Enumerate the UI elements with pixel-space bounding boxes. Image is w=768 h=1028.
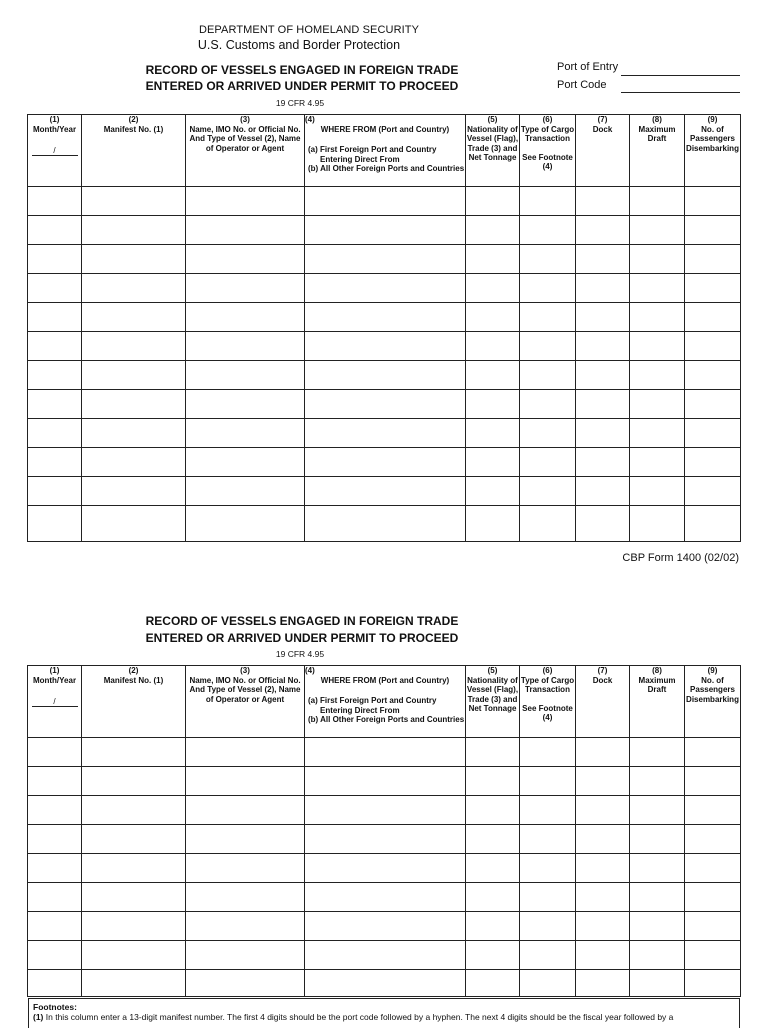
table-row — [28, 390, 741, 419]
cell-max-draft[interactable] — [630, 419, 685, 448]
cell-cargo-type[interactable] — [520, 332, 576, 361]
cargo-type-lbl: Type of Cargo Transaction — [520, 124, 575, 143]
cell-manifest-no[interactable] — [82, 303, 186, 332]
cell-dock[interactable] — [576, 216, 630, 245]
cell-passengers[interactable] — [685, 506, 741, 542]
month-year-num: (1) — [49, 115, 60, 124]
cell-dock[interactable] — [576, 767, 630, 796]
cell-dock[interactable] — [576, 361, 630, 390]
cell-manifest-no[interactable] — [82, 912, 186, 941]
cell-passengers[interactable] — [685, 303, 741, 332]
cell-manifest-no[interactable] — [82, 796, 186, 825]
cell-passengers[interactable] — [685, 738, 741, 767]
where-from-opt2: Entering Direct From — [320, 154, 400, 164]
col-header-dock — [576, 666, 630, 738]
where-from-opt: (a) First Foreign Port and Country — [308, 696, 437, 705]
port-of-entry-label: Port of Entry — [557, 61, 619, 73]
cell-month-year[interactable] — [28, 274, 82, 303]
table-row — [28, 216, 741, 245]
cell-cargo-type[interactable] — [520, 477, 576, 506]
cell-max-draft[interactable] — [630, 970, 685, 997]
cell-where-from[interactable] — [305, 216, 466, 245]
col-header-max-draft — [630, 666, 685, 738]
cell-manifest-no[interactable] — [82, 245, 186, 274]
cell-manifest-no[interactable] — [82, 332, 186, 361]
cell-month-year[interactable] — [28, 738, 82, 767]
col-header-max-draft — [630, 115, 685, 187]
dock-lbl: Dock — [592, 675, 613, 685]
cell-vessel-name[interactable] — [186, 448, 305, 477]
cell-cargo-type[interactable] — [520, 825, 576, 854]
cell-where-from[interactable] — [305, 332, 466, 361]
cell-max-draft[interactable] — [630, 216, 685, 245]
cell-dock[interactable] — [576, 912, 630, 941]
cell-cargo-type[interactable] — [520, 912, 576, 941]
cell-passengers[interactable] — [685, 245, 741, 274]
department-name: DEPARTMENT OF HOMELAND SECURITY — [198, 24, 420, 36]
vessel-name-num: (3) — [240, 115, 250, 124]
cell-nationality[interactable] — [466, 825, 520, 854]
cell-where-from[interactable] — [305, 448, 466, 477]
month-year-my-line: / — [32, 697, 78, 707]
footnote-text: In this column enter a 13-digit manifest number. The first 4 digits should be the port code followed by a hyphen. The next 4 digits should be the fiscal year followed by a — [45, 1012, 674, 1022]
cell-manifest-no[interactable] — [82, 506, 186, 542]
cell-cargo-type[interactable] — [520, 419, 576, 448]
cell-nationality[interactable] — [466, 854, 520, 883]
col-header-dock — [576, 115, 630, 187]
cell-where-from[interactable] — [305, 796, 466, 825]
table-row — [28, 854, 741, 883]
cell-manifest-no[interactable] — [82, 419, 186, 448]
cell-vessel-name[interactable] — [186, 187, 305, 216]
cell-manifest-no[interactable] — [82, 941, 186, 970]
cell-manifest-no[interactable] — [82, 274, 186, 303]
cell-nationality[interactable] — [466, 361, 520, 390]
where-from-num: (4) — [305, 666, 315, 675]
cell-cargo-type[interactable] — [520, 941, 576, 970]
cell-passengers[interactable] — [685, 477, 741, 506]
cell-manifest-no[interactable] — [82, 361, 186, 390]
form-title-line1: RECORD OF VESSELS ENGAGED IN FOREIGN TRADE — [145, 614, 459, 628]
cell-max-draft[interactable] — [630, 796, 685, 825]
cell-month-year[interactable] — [28, 303, 82, 332]
cell-manifest-no[interactable] — [82, 216, 186, 245]
cell-cargo-type[interactable] — [520, 738, 576, 767]
cell-max-draft[interactable] — [630, 738, 685, 767]
cell-nationality[interactable] — [466, 912, 520, 941]
cell-max-draft[interactable] — [630, 332, 685, 361]
col-header-cargo-type — [520, 666, 576, 738]
form-title-line1: RECORD OF VESSELS ENGAGED IN FOREIGN TRADE — [145, 63, 459, 77]
dock-num: (7) — [597, 115, 608, 124]
col-header-where-from — [305, 666, 466, 738]
table-row — [28, 825, 741, 854]
cell-passengers[interactable] — [685, 390, 741, 419]
col-header-nationality — [466, 115, 520, 187]
nationality-lbl: Nationality of Vessel (Flag), Trade (3) and Net Tonnage — [466, 124, 519, 162]
cell-month-year[interactable] — [28, 941, 82, 970]
cell-cargo-type[interactable] — [520, 767, 576, 796]
passengers-num: (9) — [707, 666, 718, 675]
cell-month-year[interactable] — [28, 216, 82, 245]
cell-dock[interactable] — [576, 448, 630, 477]
cell-passengers[interactable] — [685, 883, 741, 912]
cell-where-from[interactable] — [305, 738, 466, 767]
table-row — [28, 448, 741, 477]
table-row — [28, 274, 741, 303]
cell-manifest-no[interactable] — [82, 390, 186, 419]
regulation-ref: 19 CFR 4.95 — [275, 649, 325, 659]
cell-vessel-name[interactable] — [186, 912, 305, 941]
month-year-my-line: / — [32, 146, 78, 156]
cell-dock[interactable] — [576, 187, 630, 216]
cell-passengers[interactable] — [685, 332, 741, 361]
col-header-where-from — [305, 115, 466, 187]
cell-nationality[interactable] — [466, 216, 520, 245]
table-row — [28, 187, 741, 216]
form-title-line2: ENTERED OR ARRIVED UNDER PERMIT TO PROCEED — [145, 79, 459, 93]
col-header-cargo-type — [520, 115, 576, 187]
cell-where-from[interactable] — [305, 941, 466, 970]
cell-nationality[interactable] — [466, 419, 520, 448]
cargo-type-num: (6) — [542, 666, 553, 675]
cell-manifest-no[interactable] — [82, 854, 186, 883]
where-from-opt: (b) All Other Foreign Ports and Countries — [308, 164, 465, 173]
where-from-hd: WHERE FROM (Port and Country) — [320, 675, 450, 685]
footnotes-heading: Footnotes: — [33, 1002, 77, 1012]
cell-manifest-no[interactable] — [82, 883, 186, 912]
where-from-opt: (b) All Other Foreign Ports and Countries — [308, 715, 465, 724]
form-title-line2: ENTERED OR ARRIVED UNDER PERMIT TO PROCEED — [145, 631, 459, 645]
cell-max-draft[interactable] — [630, 274, 685, 303]
col-header-manifest-no — [82, 115, 186, 187]
where-from-num: (4) — [305, 115, 315, 124]
cell-nationality[interactable] — [466, 970, 520, 997]
col-header-month-year — [28, 666, 82, 738]
cell-max-draft[interactable] — [630, 767, 685, 796]
cell-max-draft[interactable] — [630, 187, 685, 216]
manifest-no-num: (2) — [128, 115, 139, 124]
cell-nationality[interactable] — [466, 941, 520, 970]
cell-cargo-type[interactable] — [520, 506, 576, 542]
cell-max-draft[interactable] — [630, 477, 685, 506]
cell-cargo-type[interactable] — [520, 187, 576, 216]
cell-where-from[interactable] — [305, 390, 466, 419]
cell-manifest-no[interactable] — [82, 448, 186, 477]
max-draft-lbl: Maximum Draft — [638, 124, 676, 143]
manifest-no-num: (2) — [128, 666, 139, 675]
cell-cargo-type[interactable] — [520, 216, 576, 245]
table-header-row — [28, 666, 741, 738]
cell-nationality[interactable] — [466, 738, 520, 767]
cell-cargo-type[interactable] — [520, 970, 576, 997]
manifest-no-lbl: Manifest No. (1) — [103, 675, 164, 685]
cell-max-draft[interactable] — [630, 361, 685, 390]
passengers-num: (9) — [707, 115, 718, 124]
cell-month-year[interactable] — [28, 825, 82, 854]
cell-vessel-name[interactable] — [186, 216, 305, 245]
cargo-type-lbl: Type of Cargo Transaction — [520, 675, 575, 694]
cell-dock[interactable] — [576, 477, 630, 506]
cell-passengers[interactable] — [685, 448, 741, 477]
cell-where-from[interactable] — [305, 767, 466, 796]
passengers-lbl: No. of Passengers Disembarking — [686, 124, 739, 153]
cell-max-draft[interactable] — [630, 303, 685, 332]
table-row — [28, 970, 741, 997]
cell-month-year[interactable] — [28, 912, 82, 941]
cell-dock[interactable] — [576, 883, 630, 912]
port-code-field[interactable] — [621, 92, 740, 93]
dock-num: (7) — [597, 666, 608, 675]
cell-dock[interactable] — [576, 303, 630, 332]
port-of-entry-field[interactable] — [621, 75, 740, 76]
cell-cargo-type[interactable] — [520, 854, 576, 883]
vessel-record-table — [27, 114, 741, 542]
cell-nationality[interactable] — [466, 767, 520, 796]
col-header-month-year — [28, 115, 82, 187]
cell-passengers[interactable] — [685, 941, 741, 970]
cell-vessel-name[interactable] — [186, 390, 305, 419]
cell-vessel-name[interactable] — [186, 738, 305, 767]
cargo-type-sub: See Footnote (4) — [522, 152, 573, 171]
where-from-hd: WHERE FROM (Port and Country) — [320, 124, 450, 134]
cell-nationality[interactable] — [466, 448, 520, 477]
cell-max-draft[interactable] — [630, 448, 685, 477]
dock-lbl: Dock — [592, 124, 613, 134]
cell-where-from[interactable] — [305, 825, 466, 854]
cell-dock[interactable] — [576, 825, 630, 854]
cell-month-year[interactable] — [28, 854, 82, 883]
cell-dock[interactable] — [576, 796, 630, 825]
cell-dock[interactable] — [576, 274, 630, 303]
cell-dock[interactable] — [576, 419, 630, 448]
cell-cargo-type[interactable] — [520, 245, 576, 274]
cell-month-year[interactable] — [28, 796, 82, 825]
cell-month-year[interactable] — [28, 970, 82, 997]
vessel-name-num: (3) — [240, 666, 250, 675]
cell-passengers[interactable] — [685, 912, 741, 941]
cell-vessel-name[interactable] — [186, 767, 305, 796]
cell-vessel-name[interactable] — [186, 419, 305, 448]
col-header-manifest-no — [82, 666, 186, 738]
cell-max-draft[interactable] — [630, 390, 685, 419]
cell-month-year[interactable] — [28, 767, 82, 796]
cell-nationality[interactable] — [466, 303, 520, 332]
table-row — [28, 941, 741, 970]
cell-where-from[interactable] — [305, 883, 466, 912]
cell-cargo-type[interactable] — [520, 448, 576, 477]
cell-max-draft[interactable] — [630, 825, 685, 854]
max-draft-lbl: Maximum Draft — [638, 675, 676, 694]
cell-cargo-type[interactable] — [520, 390, 576, 419]
footnote-marker: (1) — [33, 1012, 44, 1022]
max-draft-num: (8) — [652, 666, 662, 675]
cell-month-year[interactable] — [28, 390, 82, 419]
vessel-record-table — [27, 665, 741, 997]
cell-passengers[interactable] — [685, 419, 741, 448]
cell-cargo-type[interactable] — [520, 796, 576, 825]
cell-where-from[interactable] — [305, 506, 466, 542]
cell-month-year[interactable] — [28, 245, 82, 274]
cell-nationality[interactable] — [466, 883, 520, 912]
cell-cargo-type[interactable] — [520, 303, 576, 332]
cell-where-from[interactable] — [305, 361, 466, 390]
cell-nationality[interactable] — [466, 390, 520, 419]
cell-passengers[interactable] — [685, 216, 741, 245]
nationality-lbl: Nationality of Vessel (Flag), Trade (3) and Net Tonnage — [466, 675, 519, 713]
table-row — [28, 912, 741, 941]
cell-nationality[interactable] — [466, 506, 520, 542]
cell-month-year[interactable] — [28, 477, 82, 506]
cell-dock[interactable] — [576, 332, 630, 361]
cell-nationality[interactable] — [466, 477, 520, 506]
table-row — [28, 477, 741, 506]
cell-month-year[interactable] — [28, 883, 82, 912]
cell-nationality[interactable] — [466, 187, 520, 216]
cell-max-draft[interactable] — [630, 912, 685, 941]
cell-passengers[interactable] — [685, 796, 741, 825]
cell-vessel-name[interactable] — [186, 245, 305, 274]
cell-manifest-no[interactable] — [82, 970, 186, 997]
cell-manifest-no[interactable] — [82, 767, 186, 796]
cell-max-draft[interactable] — [630, 854, 685, 883]
cell-nationality[interactable] — [466, 332, 520, 361]
cell-month-year[interactable] — [28, 187, 82, 216]
passengers-lbl: No. of Passengers Disembarking — [686, 675, 739, 704]
cargo-type-num: (6) — [542, 115, 553, 124]
table-row — [28, 738, 741, 767]
cell-cargo-type[interactable] — [520, 274, 576, 303]
cell-where-from[interactable] — [305, 970, 466, 997]
vessel-name-lbl: Name, IMO No. or Official No. And Type of Vessel (2), Name of Operator or Agent — [189, 675, 301, 704]
cell-dock[interactable] — [576, 506, 630, 542]
cell-max-draft[interactable] — [630, 941, 685, 970]
max-draft-num: (8) — [652, 115, 662, 124]
cell-where-from[interactable] — [305, 477, 466, 506]
cell-manifest-no[interactable] — [82, 477, 186, 506]
cell-month-year[interactable] — [28, 506, 82, 542]
table-row — [28, 303, 741, 332]
cell-cargo-type[interactable] — [520, 361, 576, 390]
cargo-type-sub: See Footnote (4) — [522, 703, 573, 722]
cell-passengers[interactable] — [685, 825, 741, 854]
cell-month-year[interactable] — [28, 419, 82, 448]
table-row — [28, 332, 741, 361]
cell-max-draft[interactable] — [630, 245, 685, 274]
table-row — [28, 506, 741, 542]
cell-vessel-name[interactable] — [186, 506, 305, 542]
cell-dock[interactable] — [576, 245, 630, 274]
cell-vessel-name[interactable] — [186, 854, 305, 883]
nationality-num: (5) — [487, 666, 498, 675]
month-year-lbl: Month/Year — [32, 675, 77, 685]
cell-vessel-name[interactable] — [186, 477, 305, 506]
cell-vessel-name[interactable] — [186, 825, 305, 854]
col-header-nationality — [466, 666, 520, 738]
table-row — [28, 419, 741, 448]
cell-where-from[interactable] — [305, 419, 466, 448]
col-header-vessel-name — [186, 666, 305, 738]
cell-dock[interactable] — [576, 390, 630, 419]
table-header-row — [28, 115, 741, 187]
cell-vessel-name[interactable] — [186, 883, 305, 912]
cell-passengers[interactable] — [685, 361, 741, 390]
cell-manifest-no[interactable] — [82, 825, 186, 854]
table-row — [28, 245, 741, 274]
cell-where-from[interactable] — [305, 245, 466, 274]
where-from-opt2: Entering Direct From — [320, 705, 400, 715]
cell-month-year[interactable] — [28, 361, 82, 390]
table-row — [28, 767, 741, 796]
cell-month-year[interactable] — [28, 448, 82, 477]
cell-vessel-name[interactable] — [186, 796, 305, 825]
cell-max-draft[interactable] — [630, 883, 685, 912]
cell-passengers[interactable] — [685, 187, 741, 216]
cell-dock[interactable] — [576, 970, 630, 997]
cell-vessel-name[interactable] — [186, 303, 305, 332]
cell-vessel-name[interactable] — [186, 361, 305, 390]
cell-month-year[interactable] — [28, 332, 82, 361]
form-number: CBP Form 1400 (02/02) — [622, 552, 739, 564]
cell-vessel-name[interactable] — [186, 970, 305, 997]
cell-nationality[interactable] — [466, 274, 520, 303]
port-code-label: Port Code — [557, 79, 607, 91]
regulation-ref: 19 CFR 4.95 — [275, 98, 325, 108]
cell-cargo-type[interactable] — [520, 883, 576, 912]
cell-where-from[interactable] — [305, 274, 466, 303]
cell-nationality[interactable] — [466, 245, 520, 274]
cell-where-from[interactable] — [305, 303, 466, 332]
cell-nationality[interactable] — [466, 796, 520, 825]
col-header-passengers — [685, 115, 741, 187]
cell-manifest-no[interactable] — [82, 187, 186, 216]
cell-passengers[interactable] — [685, 854, 741, 883]
cell-manifest-no[interactable] — [82, 738, 186, 767]
cell-where-from[interactable] — [305, 187, 466, 216]
cell-passengers[interactable] — [685, 767, 741, 796]
cell-passengers[interactable] — [685, 970, 741, 997]
cell-max-draft[interactable] — [630, 506, 685, 542]
col-header-passengers — [685, 666, 741, 738]
cell-dock[interactable] — [576, 941, 630, 970]
table-row — [28, 883, 741, 912]
cell-vessel-name[interactable] — [186, 274, 305, 303]
manifest-no-lbl: Manifest No. (1) — [103, 124, 164, 134]
month-year-num: (1) — [49, 666, 60, 675]
table-row — [28, 796, 741, 825]
cell-dock[interactable] — [576, 738, 630, 767]
vessel-name-lbl: Name, IMO No. or Official No. And Type of Vessel (2), Name of Operator or Agent — [189, 124, 301, 153]
cell-vessel-name[interactable] — [186, 941, 305, 970]
col-header-vessel-name — [186, 115, 305, 187]
table-row — [28, 361, 741, 390]
cell-where-from[interactable] — [305, 854, 466, 883]
nationality-num: (5) — [487, 115, 498, 124]
month-year-lbl: Month/Year — [32, 124, 77, 134]
cell-where-from[interactable] — [305, 912, 466, 941]
cell-passengers[interactable] — [685, 274, 741, 303]
agency-name: U.S. Customs and Border Protection — [197, 38, 401, 52]
where-from-opt: (a) First Foreign Port and Country — [308, 145, 437, 154]
cell-dock[interactable] — [576, 854, 630, 883]
cell-vessel-name[interactable] — [186, 332, 305, 361]
